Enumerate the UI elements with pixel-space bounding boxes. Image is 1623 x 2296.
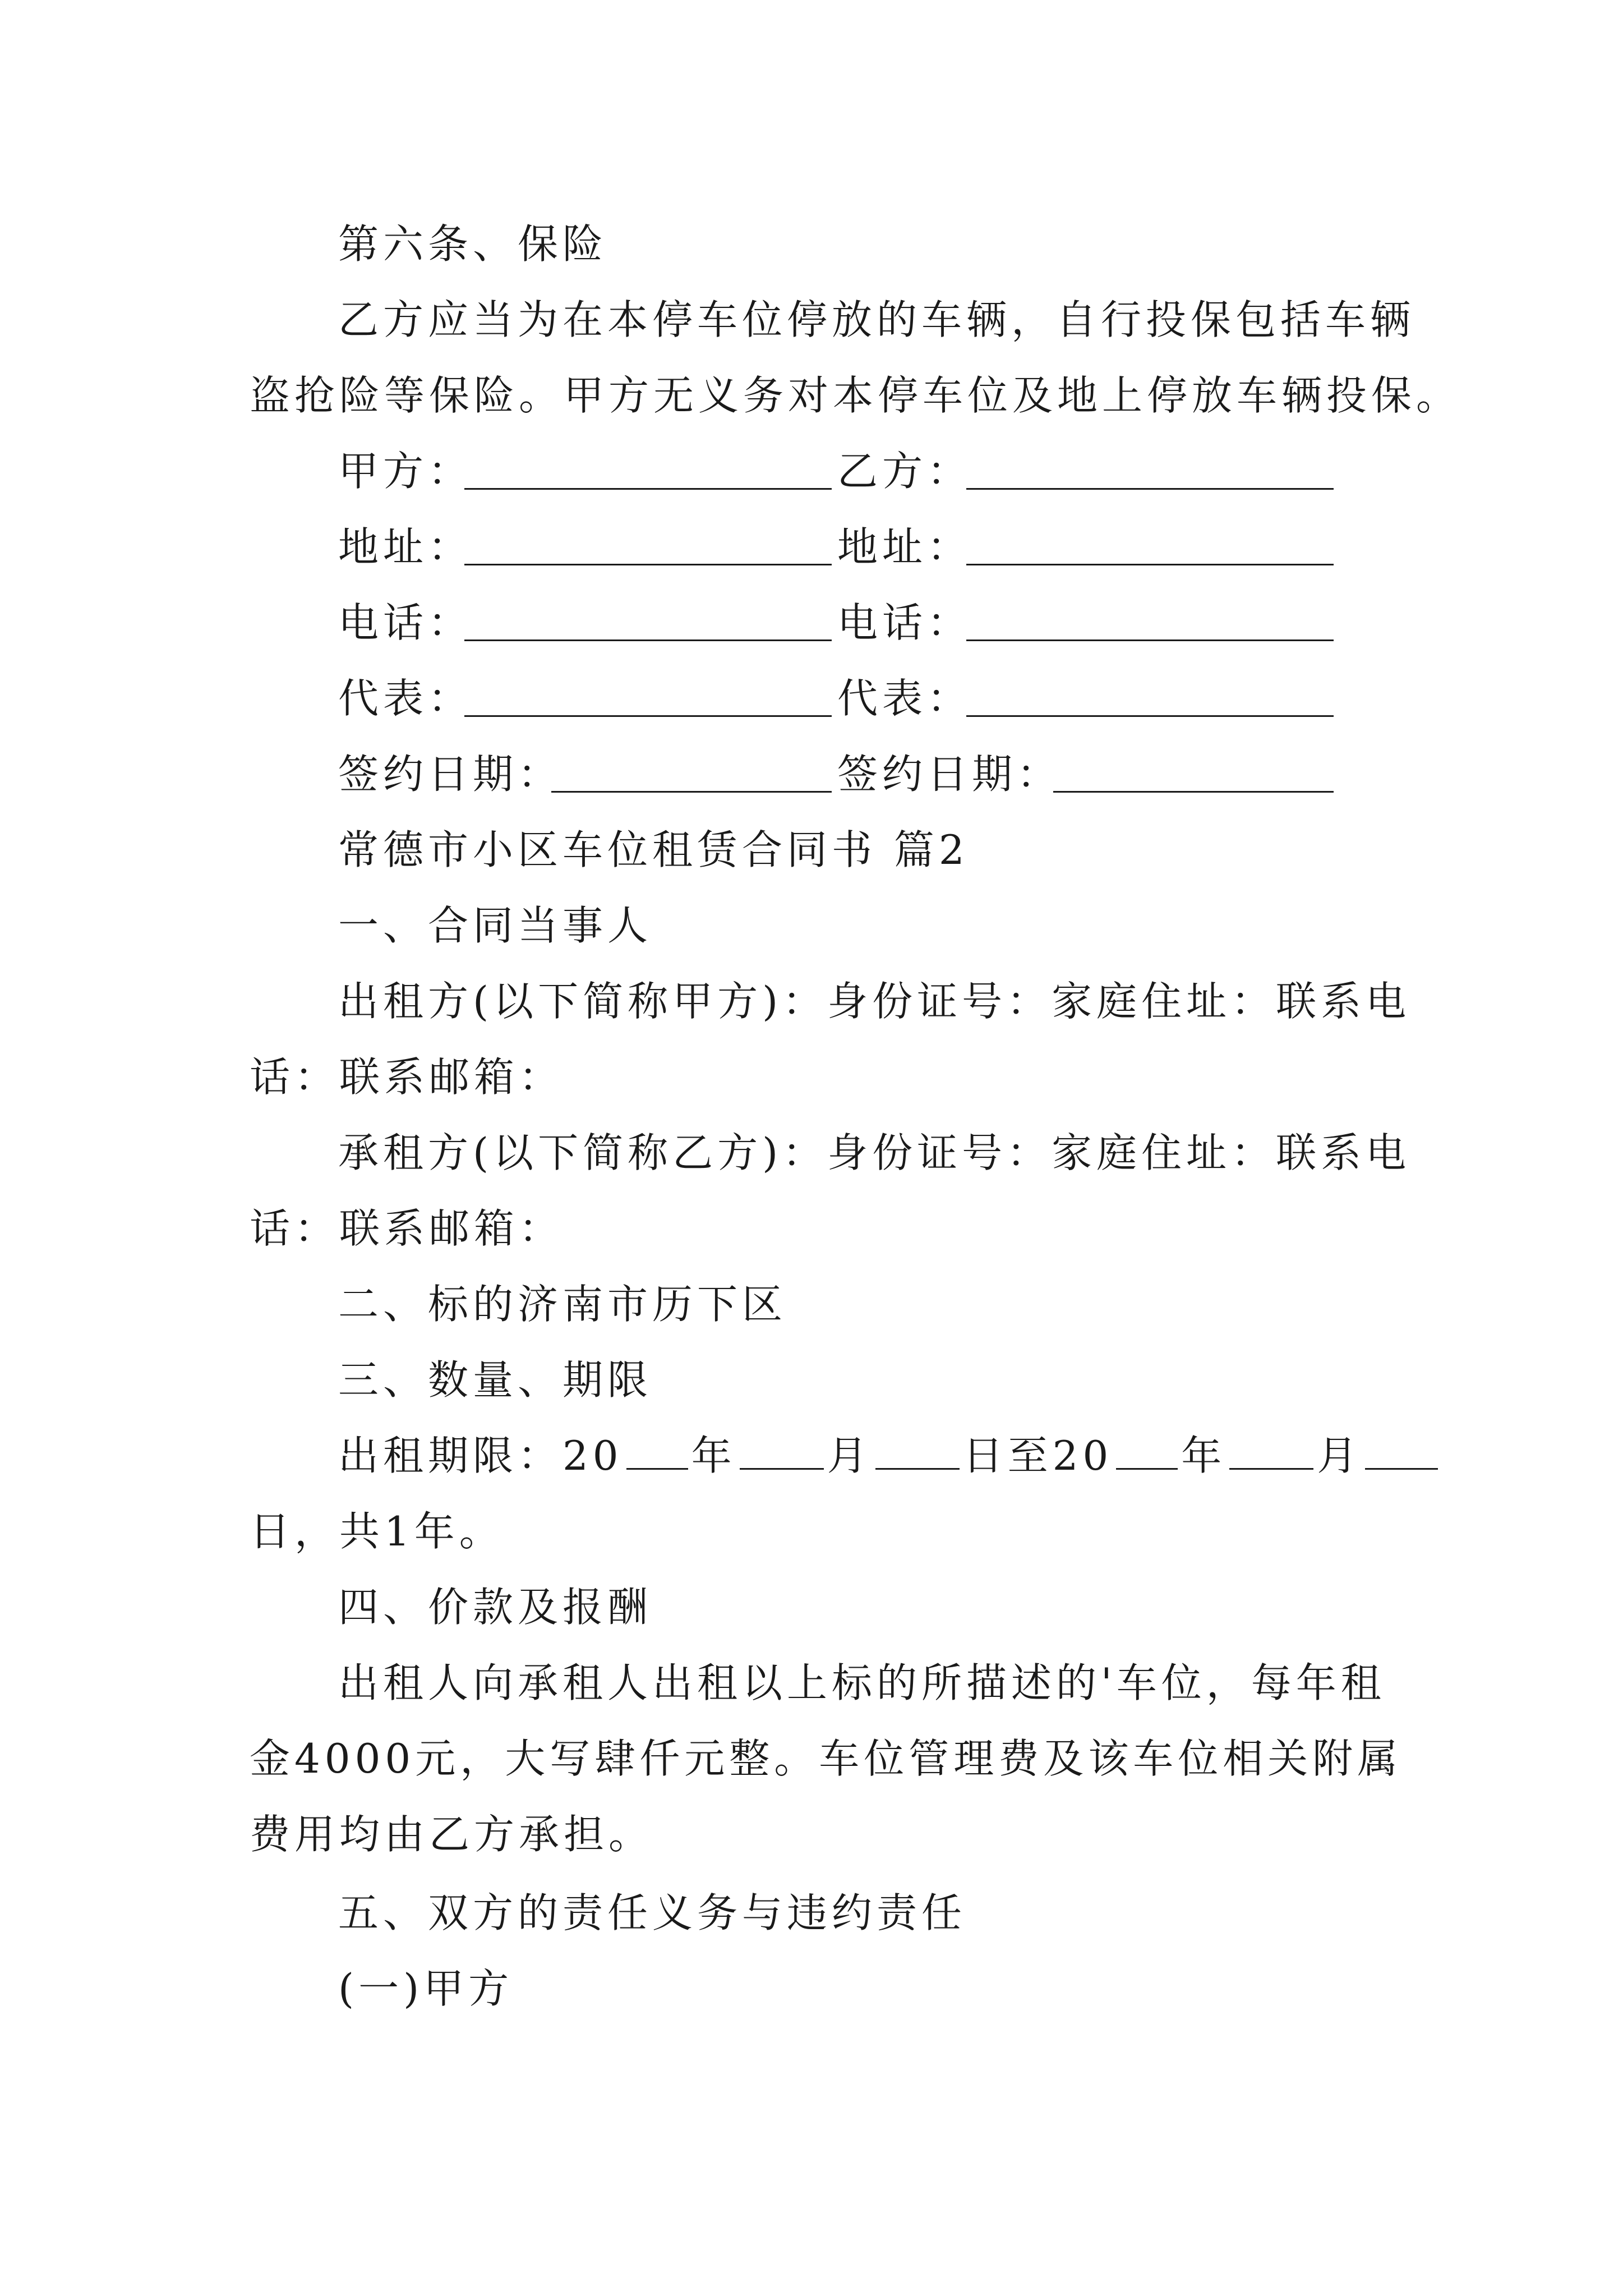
term-line-2: 日，共1年。 (250, 1508, 504, 1555)
signature-blank-rep-a (464, 715, 832, 717)
section-2-heading: 二、标的济南市历下区 (338, 1281, 787, 1328)
signature-label-date-a: 签约日期： (338, 751, 563, 798)
term-year-1: 年 (691, 1432, 736, 1479)
signature-row-date (338, 746, 1348, 802)
term-day-to: 日至20 (962, 1432, 1113, 1479)
signature-label-phone-a: 电话： (338, 599, 473, 646)
signature-blank-phone-b (966, 639, 1334, 641)
term-blank-month-2 (1229, 1429, 1313, 1470)
signature-label-rep-a: 代表： (338, 675, 473, 722)
signature-row-representative (338, 670, 1348, 726)
signature-label-rep-b: 代表： (837, 675, 972, 722)
term-year-2: 年 (1181, 1432, 1227, 1479)
term-prefix: 出租期限：20 (338, 1432, 623, 1479)
price-line-2: 金4000元，大写肆仟元整。车位管理费及该车位相关附属 (250, 1735, 1403, 1782)
signature-label-party-a: 甲方： (338, 448, 473, 495)
term-line-1 (338, 1428, 1441, 1484)
section-3-heading: 三、数量、期限 (338, 1356, 653, 1404)
signature-label-date-b: 签约日期： (837, 751, 1062, 798)
term-blank-day-2 (1365, 1429, 1438, 1470)
signature-blank-date-b (1053, 791, 1334, 793)
signature-blank-party-a (464, 488, 832, 490)
signature-blank-party-b (966, 488, 1334, 490)
signature-blank-rep-b (966, 715, 1334, 717)
signature-label-party-b: 乙方： (837, 448, 972, 495)
lessee-line-2: 话：联系邮箱： (250, 1205, 564, 1252)
signature-row-phone (338, 595, 1348, 651)
signature-label-phone-b: 电话： (837, 599, 972, 646)
term-month-1: 月 (827, 1432, 872, 1479)
term-month-2: 月 (1317, 1432, 1362, 1479)
section-5-subheading-party-a: (一)甲方 (338, 1965, 514, 2012)
section-4-heading: 四、价款及报酬 (338, 1584, 653, 1631)
price-line-1: 出租人向承租人出租以上标的所描述的'车位，每年租 (338, 1659, 1386, 1706)
term-blank-year-1 (626, 1429, 688, 1470)
section-5-heading: 五、双方的责任义务与违约责任 (338, 1889, 967, 1936)
price-line-3: 费用均由乙方承担。 (250, 1811, 654, 1858)
signature-row-address (338, 519, 1348, 575)
signature-row-party (338, 443, 1348, 499)
lessee-line-1: 承租方(以下简称乙方)：身份证号：家庭住址：联系电 (338, 1129, 1411, 1176)
section-1-heading: 一、合同当事人 (338, 902, 653, 949)
article-6-paragraph-line-2: 盗抢险等保险。甲方无义务对本停车位及地上停放车辆投保。 (250, 372, 1461, 419)
signature-blank-phone-a (464, 639, 832, 641)
signature-label-address-b: 地址： (837, 523, 972, 570)
term-blank-month-1 (740, 1429, 824, 1470)
article-6-paragraph-line-1: 乙方应当为在本停车位停放的车辆，自行投保包括车辆 (338, 296, 1415, 343)
signature-blank-date-a (551, 791, 832, 793)
term-blank-day-1 (875, 1429, 960, 1470)
lessor-line-2: 话：联系邮箱： (250, 1053, 564, 1101)
signature-blank-address-b (966, 564, 1334, 565)
term-blank-year-2 (1116, 1429, 1178, 1470)
signature-blank-address-a (464, 564, 832, 565)
article-6-title: 第六条、保险 (338, 220, 608, 268)
lessor-line-1: 出租方(以下简称甲方)：身份证号：家庭住址：联系电 (338, 978, 1411, 1025)
signature-label-address-a: 地址： (338, 523, 473, 570)
contract-title: 常德市小区车位租赁合同书 篇2 (338, 826, 969, 873)
